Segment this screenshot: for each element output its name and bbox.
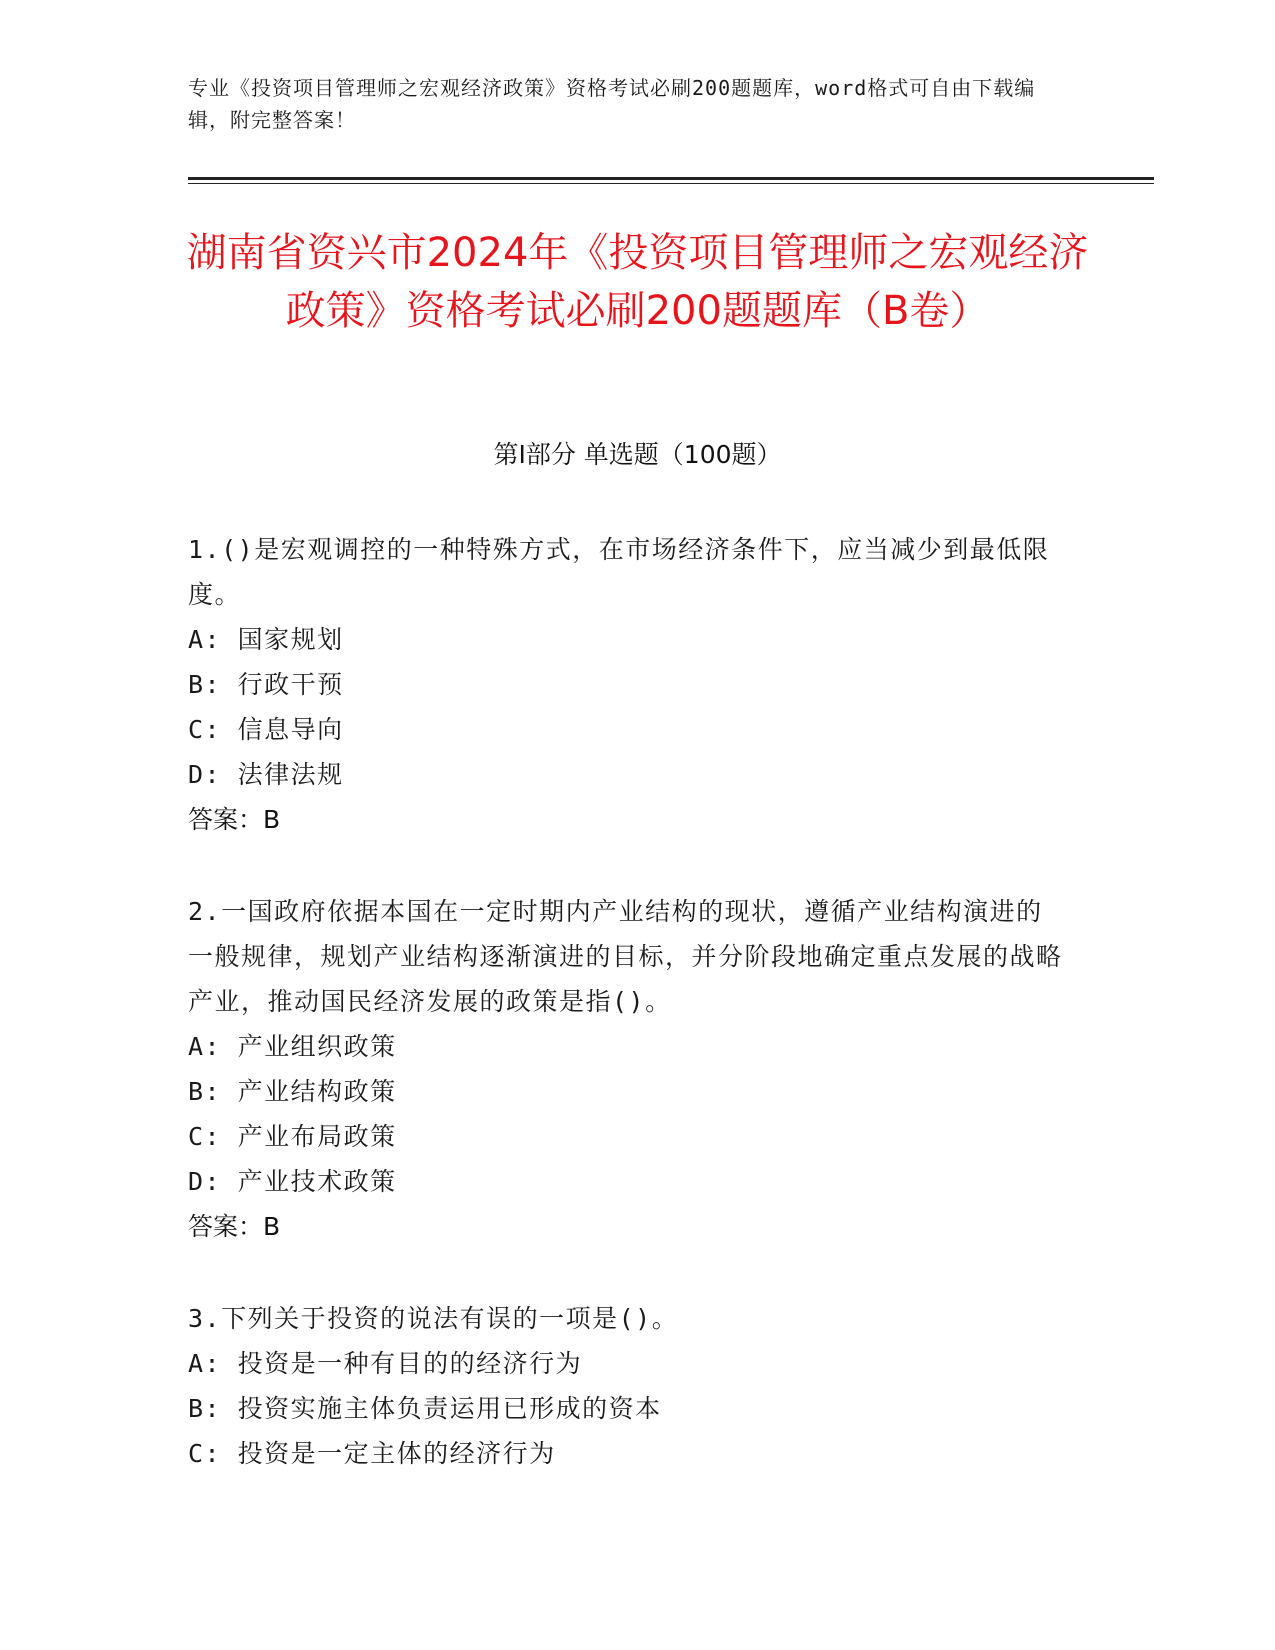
question-stem: 1.()是宏观调控的一种特殊方式，在市场经济条件下，应当减少到最低限度。: [188, 535, 1050, 609]
header-divider-thick: [188, 177, 1154, 180]
option-b: B: 投资实施主体负责运用已形成的资本: [188, 1394, 662, 1423]
option-c: C: 信息导向: [188, 715, 344, 744]
option-b: B: 行政干预: [188, 670, 344, 699]
question-stem: 2.一国政府依据本国在一定时期内产业结构的现状，遵循产业结构演进的一般规律，规划产业结构逐渐演进的目标，并分阶段地确定重点发展的战略产业，推动国民经济发展的政策是指()。: [188, 897, 1063, 1016]
option-c: C: 产业布局政策: [188, 1122, 397, 1151]
answer: 答案：B: [188, 1212, 281, 1241]
answer: 答案：B: [188, 805, 281, 834]
header-note: 专业《投资项目管理师之宏观经济政策》资格考试必刷200题题库，word格式可自由下载编辑，附完整答案！: [188, 76, 1036, 132]
question-3: [188, 1296, 1068, 1476]
section-title: 第Ⅰ部分 单选题（100题）: [493, 440, 782, 469]
option-a: A: 产业组织政策: [188, 1032, 397, 1061]
document-title: 湖南省资兴市2024年《投资项目管理师之宏观经济政策》资格考试必刷200题题库（B卷）: [186, 230, 1089, 334]
option-b: B: 产业结构政策: [188, 1077, 397, 1106]
option-a: A: 投资是一种有目的的经济行为: [188, 1349, 583, 1378]
question-list: [188, 527, 1068, 1523]
option-a: A: 国家规划: [188, 625, 344, 654]
question-stem: 3.下列关于投资的说法有误的一项是()。: [188, 1304, 679, 1333]
header-divider-thin: [188, 183, 1154, 184]
question-1: [188, 527, 1068, 842]
option-c: C: 投资是一定主体的经济行为: [188, 1439, 556, 1468]
question-2: [188, 889, 1068, 1249]
option-d: D: 法律法规: [188, 760, 344, 789]
option-d: D: 产业技术政策: [188, 1167, 397, 1196]
